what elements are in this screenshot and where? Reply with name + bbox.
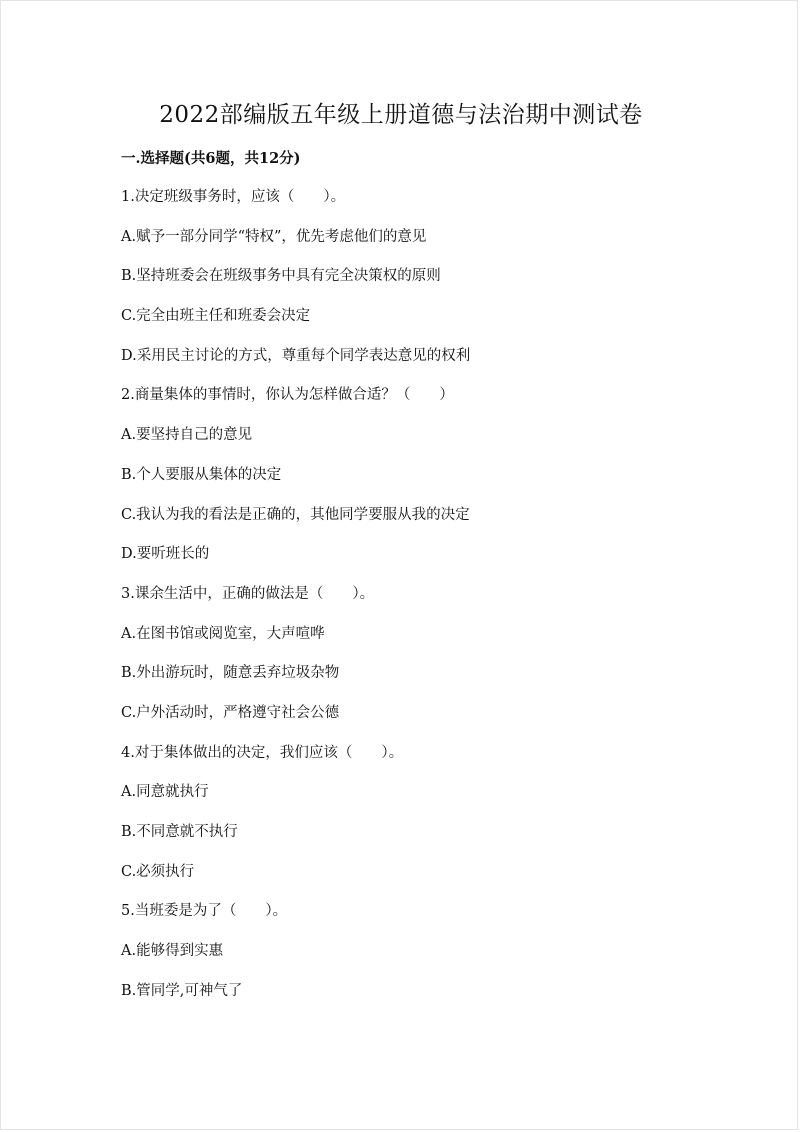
section-heading: 一.选择题(共6题，共12分) xyxy=(121,150,301,167)
question-2-option-c: C.我认为我的看法是正确的，其他同学要服从我的决定 xyxy=(121,506,470,523)
question-2-option-b: B.个人要服从集体的决定 xyxy=(121,466,282,483)
question-4-option-c: C.必须执行 xyxy=(121,863,195,880)
question-list xyxy=(121,187,761,1020)
question-2-option-a: A.要坚持自己的意见 xyxy=(121,427,253,444)
question-5-option-a: A.能够得到实惠 xyxy=(121,943,224,960)
page-title: 2022部编版五年级上册道德与法治期中测试卷 xyxy=(159,102,643,128)
question-5-option-b: B.管同学,可神气了 xyxy=(121,982,243,999)
question-4-option-a: A.同意就执行 xyxy=(121,784,209,801)
question-2-stem: 2.商量集体的事情时，你认为怎样做合适？（ ） xyxy=(121,387,454,404)
question-2-option-d: D.要听班长的 xyxy=(121,546,210,563)
question-4-stem: 4.对于集体做出的决定，我们应该（ ）。 xyxy=(121,744,404,761)
question-5-stem: 5.当班委是为了（ ）。 xyxy=(121,903,288,920)
question-1-option-d: D.采用民主讨论的方式，尊重每个同学表达意见的权利 xyxy=(121,347,471,364)
question-1-option-a: A.赋予一部分同学“特权”，优先考虑他们的意见 xyxy=(121,228,427,245)
question-3-option-a: A.在图书馆或阅览室，大声喧哗 xyxy=(121,625,325,642)
question-1-option-b: B.坚持班委会在班级事务中具有完全决策权的原则 xyxy=(121,268,441,285)
question-4-option-b: B.不同意就不执行 xyxy=(121,824,238,840)
question-1-option-c: C.完全由班主任和班委会决定 xyxy=(121,308,311,325)
question-3-option-b: B.外出游玩时，随意丢弃垃圾杂物 xyxy=(121,665,340,682)
question-1-stem: 1.决定班级事务时，应该（ ）。 xyxy=(121,189,346,205)
question-3-stem: 3.课余生活中，正确的做法是（ ）。 xyxy=(121,585,375,602)
question-3-option-c: C.户外活动时，严格遵守社会公德 xyxy=(121,704,340,721)
